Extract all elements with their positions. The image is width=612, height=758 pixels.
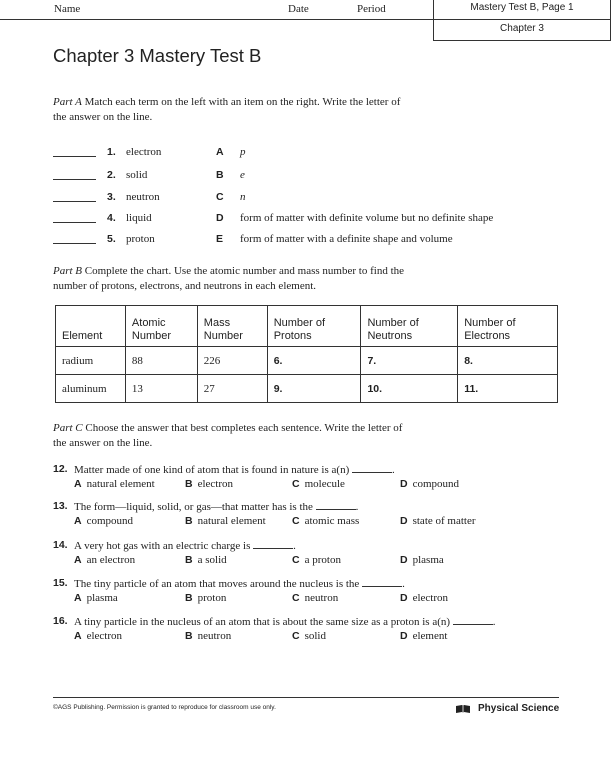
chart-row <box>56 347 558 375</box>
choice-text: p <box>240 146 246 158</box>
matching-row <box>53 169 573 185</box>
option-text: electron <box>86 630 123 642</box>
option-letter: C <box>292 478 300 490</box>
answer-option <box>185 515 266 527</box>
item-term: liquid <box>126 212 152 224</box>
chart-header-cell <box>125 306 197 347</box>
answer-cell[interactable]: 8. <box>458 347 558 375</box>
answer-option <box>292 630 326 642</box>
choice-letter: B <box>216 169 224 181</box>
part-c-instructions: Part C Choose the answer that best completes each sentence. Write the letter of the answer on the line. <box>53 422 403 449</box>
test-info-divider <box>433 19 611 20</box>
brand-label: Physical Science <box>478 703 560 714</box>
question-number: 12. <box>53 463 68 475</box>
option-text: natural element <box>86 478 155 490</box>
answer-blank[interactable] <box>53 156 96 157</box>
answer-option <box>400 630 447 642</box>
header-rule <box>0 19 434 20</box>
matching-row <box>53 212 573 228</box>
chart-row <box>56 375 558 403</box>
item-term: solid <box>126 169 148 181</box>
part-a-instructions: Part A Match each term on the left with an item on the right. Write the letter of the answer on the line. <box>53 96 401 123</box>
answer-cell[interactable]: 6. <box>267 347 361 375</box>
question-end: . <box>293 540 296 552</box>
option-text: electron <box>197 478 234 490</box>
question-number: 16. <box>53 615 68 627</box>
answer-option <box>185 592 226 604</box>
question-end: . <box>355 501 359 513</box>
question-item <box>53 463 573 493</box>
chart-header-row <box>56 306 558 347</box>
answer-option <box>185 630 231 642</box>
answer-blank[interactable] <box>316 500 356 510</box>
option-text: neutron <box>304 592 339 604</box>
option-letter: C <box>292 630 300 642</box>
option-text: an electron <box>86 554 136 566</box>
chart-header-cell <box>267 306 361 347</box>
option-letter: A <box>74 630 82 642</box>
header-text: Protons <box>273 330 312 342</box>
answer-cell[interactable]: 11. <box>458 375 558 403</box>
question-end: . <box>391 464 395 476</box>
answer-option <box>74 478 155 490</box>
copyright-text: ©AGS Publishing. Permission is granted to reproduce for classroom use only. <box>53 704 276 711</box>
test-label: Mastery Test B, Page 1 <box>470 2 574 13</box>
choice-text: form of matter with a definite shape and volume <box>240 233 453 245</box>
choice-letter: A <box>216 146 224 158</box>
option-text: compound <box>412 478 460 490</box>
part-a-label: Part A <box>53 96 82 108</box>
name-label: Name <box>54 3 81 15</box>
option-text: neutron <box>197 630 232 642</box>
part-b-instructions: Part B Complete the chart. Use the atomic number and mass number to find the number of protons, electrons, and neutrons in each element. <box>53 265 405 292</box>
answer-option <box>400 592 448 604</box>
option-letter: B <box>185 630 193 642</box>
question-item <box>53 500 573 530</box>
header-text: Number <box>203 330 243 342</box>
answer-cell[interactable]: 10. <box>361 375 458 403</box>
footer-rule <box>53 697 559 698</box>
item-term: neutron <box>126 191 160 203</box>
chart-header-cell <box>197 306 267 347</box>
item-number: 5. <box>107 233 116 245</box>
answer-blank[interactable] <box>53 222 96 223</box>
option-text: proton <box>197 592 227 604</box>
element-chart <box>55 305 558 403</box>
option-text: atomic mass <box>304 515 360 527</box>
header-text: Mass <box>203 317 231 329</box>
header-text: Number of <box>367 317 419 329</box>
question-item <box>53 577 573 607</box>
option-text: element <box>412 630 448 642</box>
chart-cell: aluminum <box>56 375 126 403</box>
option-text: solid <box>304 630 326 642</box>
header-text: Electrons <box>464 330 511 342</box>
option-letter: D <box>400 630 408 642</box>
part-c-label: Part C <box>53 422 83 434</box>
book-icon <box>455 704 471 714</box>
matching-row <box>53 146 573 162</box>
answer-cell[interactable]: 9. <box>267 375 361 403</box>
option-text: a solid <box>197 554 227 566</box>
header-text: Atomic <box>131 317 166 329</box>
answer-cell[interactable]: 7. <box>361 347 458 375</box>
answer-option <box>74 630 122 642</box>
part-b-label: Part B <box>53 265 83 277</box>
answer-option <box>400 478 459 490</box>
chart-cell: radium <box>56 347 126 375</box>
option-text: molecule <box>304 478 345 490</box>
matching-row <box>53 191 573 207</box>
answer-option <box>400 554 444 566</box>
answer-option <box>185 478 233 490</box>
option-letter: B <box>185 592 193 604</box>
option-letter: C <box>292 592 300 604</box>
question-text <box>74 539 296 552</box>
option-text: a proton <box>304 554 341 566</box>
answer-option <box>185 554 227 566</box>
question-text <box>74 577 405 590</box>
question-stem: A very hot gas with an electric charge is <box>74 540 251 552</box>
question-stem: A tiny particle in the nucleus of an atom that is about the same size as a proton is a(n) <box>74 616 451 628</box>
chapter-label: Chapter 3 <box>500 23 544 34</box>
chart-cell: 13 <box>125 375 197 403</box>
question-item <box>53 539 573 569</box>
option-letter: A <box>74 515 82 527</box>
chart-header-cell <box>56 306 126 347</box>
option-letter: A <box>74 592 82 604</box>
period-label: Period <box>357 3 386 15</box>
option-text: electron <box>412 592 449 604</box>
answer-blank[interactable] <box>362 577 402 587</box>
answer-option <box>74 554 135 566</box>
choice-letter: E <box>216 233 224 245</box>
choice-text: form of matter with definite volume but no definite shape <box>240 212 494 224</box>
question-stem: Matter made of one kind of atom that is found in nature is a(n) <box>74 464 350 476</box>
header-text: Element <box>62 330 103 342</box>
matching-row <box>53 233 573 249</box>
option-letter: A <box>74 554 82 566</box>
answer-blank[interactable] <box>53 243 96 244</box>
answer-option <box>292 478 345 490</box>
answer-option <box>74 592 118 604</box>
chart-cell: 88 <box>125 347 197 375</box>
option-letter: A <box>74 478 82 490</box>
chart-header-cell <box>361 306 458 347</box>
question-text <box>74 500 358 513</box>
answer-option <box>74 515 133 527</box>
question-number: 14. <box>53 539 68 551</box>
question-stem: The tiny particle of an atom that moves around the nucleus is the <box>74 578 360 590</box>
choice-text: e <box>240 169 245 181</box>
option-letter: B <box>185 515 193 527</box>
option-letter: D <box>400 478 408 490</box>
answer-blank[interactable] <box>53 201 96 202</box>
option-letter: D <box>400 554 408 566</box>
option-letter: C <box>292 515 300 527</box>
date-label: Date <box>288 3 309 15</box>
question-stem: The form—liquid, solid, or gas—that matter has is the <box>74 501 313 513</box>
question-end: . <box>492 616 496 628</box>
answer-option <box>292 592 338 604</box>
item-number: 2. <box>107 169 116 181</box>
option-text: state of matter <box>412 515 476 527</box>
page-title: Chapter 3 Mastery Test B <box>53 45 262 66</box>
question-item <box>53 615 573 645</box>
choice-text: n <box>240 191 246 203</box>
option-letter: B <box>185 478 193 490</box>
question-number: 13. <box>53 500 68 512</box>
question-number: 15. <box>53 577 68 589</box>
option-text: natural element <box>197 515 266 527</box>
item-number: 4. <box>107 212 116 224</box>
option-letter: D <box>400 592 408 604</box>
answer-option <box>292 515 359 527</box>
answer-blank[interactable] <box>53 179 96 180</box>
option-letter: B <box>185 554 193 566</box>
option-letter: C <box>292 554 300 566</box>
question-text <box>74 463 395 476</box>
item-number: 3. <box>107 191 116 203</box>
answer-blank[interactable] <box>453 615 493 625</box>
header-text: Number of <box>273 317 326 329</box>
item-number: 1. <box>107 146 116 158</box>
option-text: compound <box>86 515 134 527</box>
option-text: plasma <box>86 592 118 604</box>
answer-blank[interactable] <box>253 539 293 549</box>
item-term: proton <box>126 233 155 245</box>
header-text: Number of <box>464 317 516 329</box>
chart-header-cell <box>458 306 558 347</box>
chart-cell: 226 <box>197 347 267 375</box>
question-end: . <box>402 578 405 590</box>
answer-option <box>292 554 341 566</box>
item-term: electron <box>126 146 162 158</box>
option-letter: D <box>400 515 408 527</box>
choice-letter: D <box>216 212 224 224</box>
chart-cell: 27 <box>197 375 267 403</box>
question-text <box>74 615 496 628</box>
header-text: Neutrons <box>367 330 413 342</box>
header-text: Number <box>131 330 172 342</box>
option-text: plasma <box>412 554 444 566</box>
choice-letter: C <box>216 191 224 203</box>
answer-blank[interactable] <box>352 463 392 473</box>
answer-option <box>400 515 476 527</box>
